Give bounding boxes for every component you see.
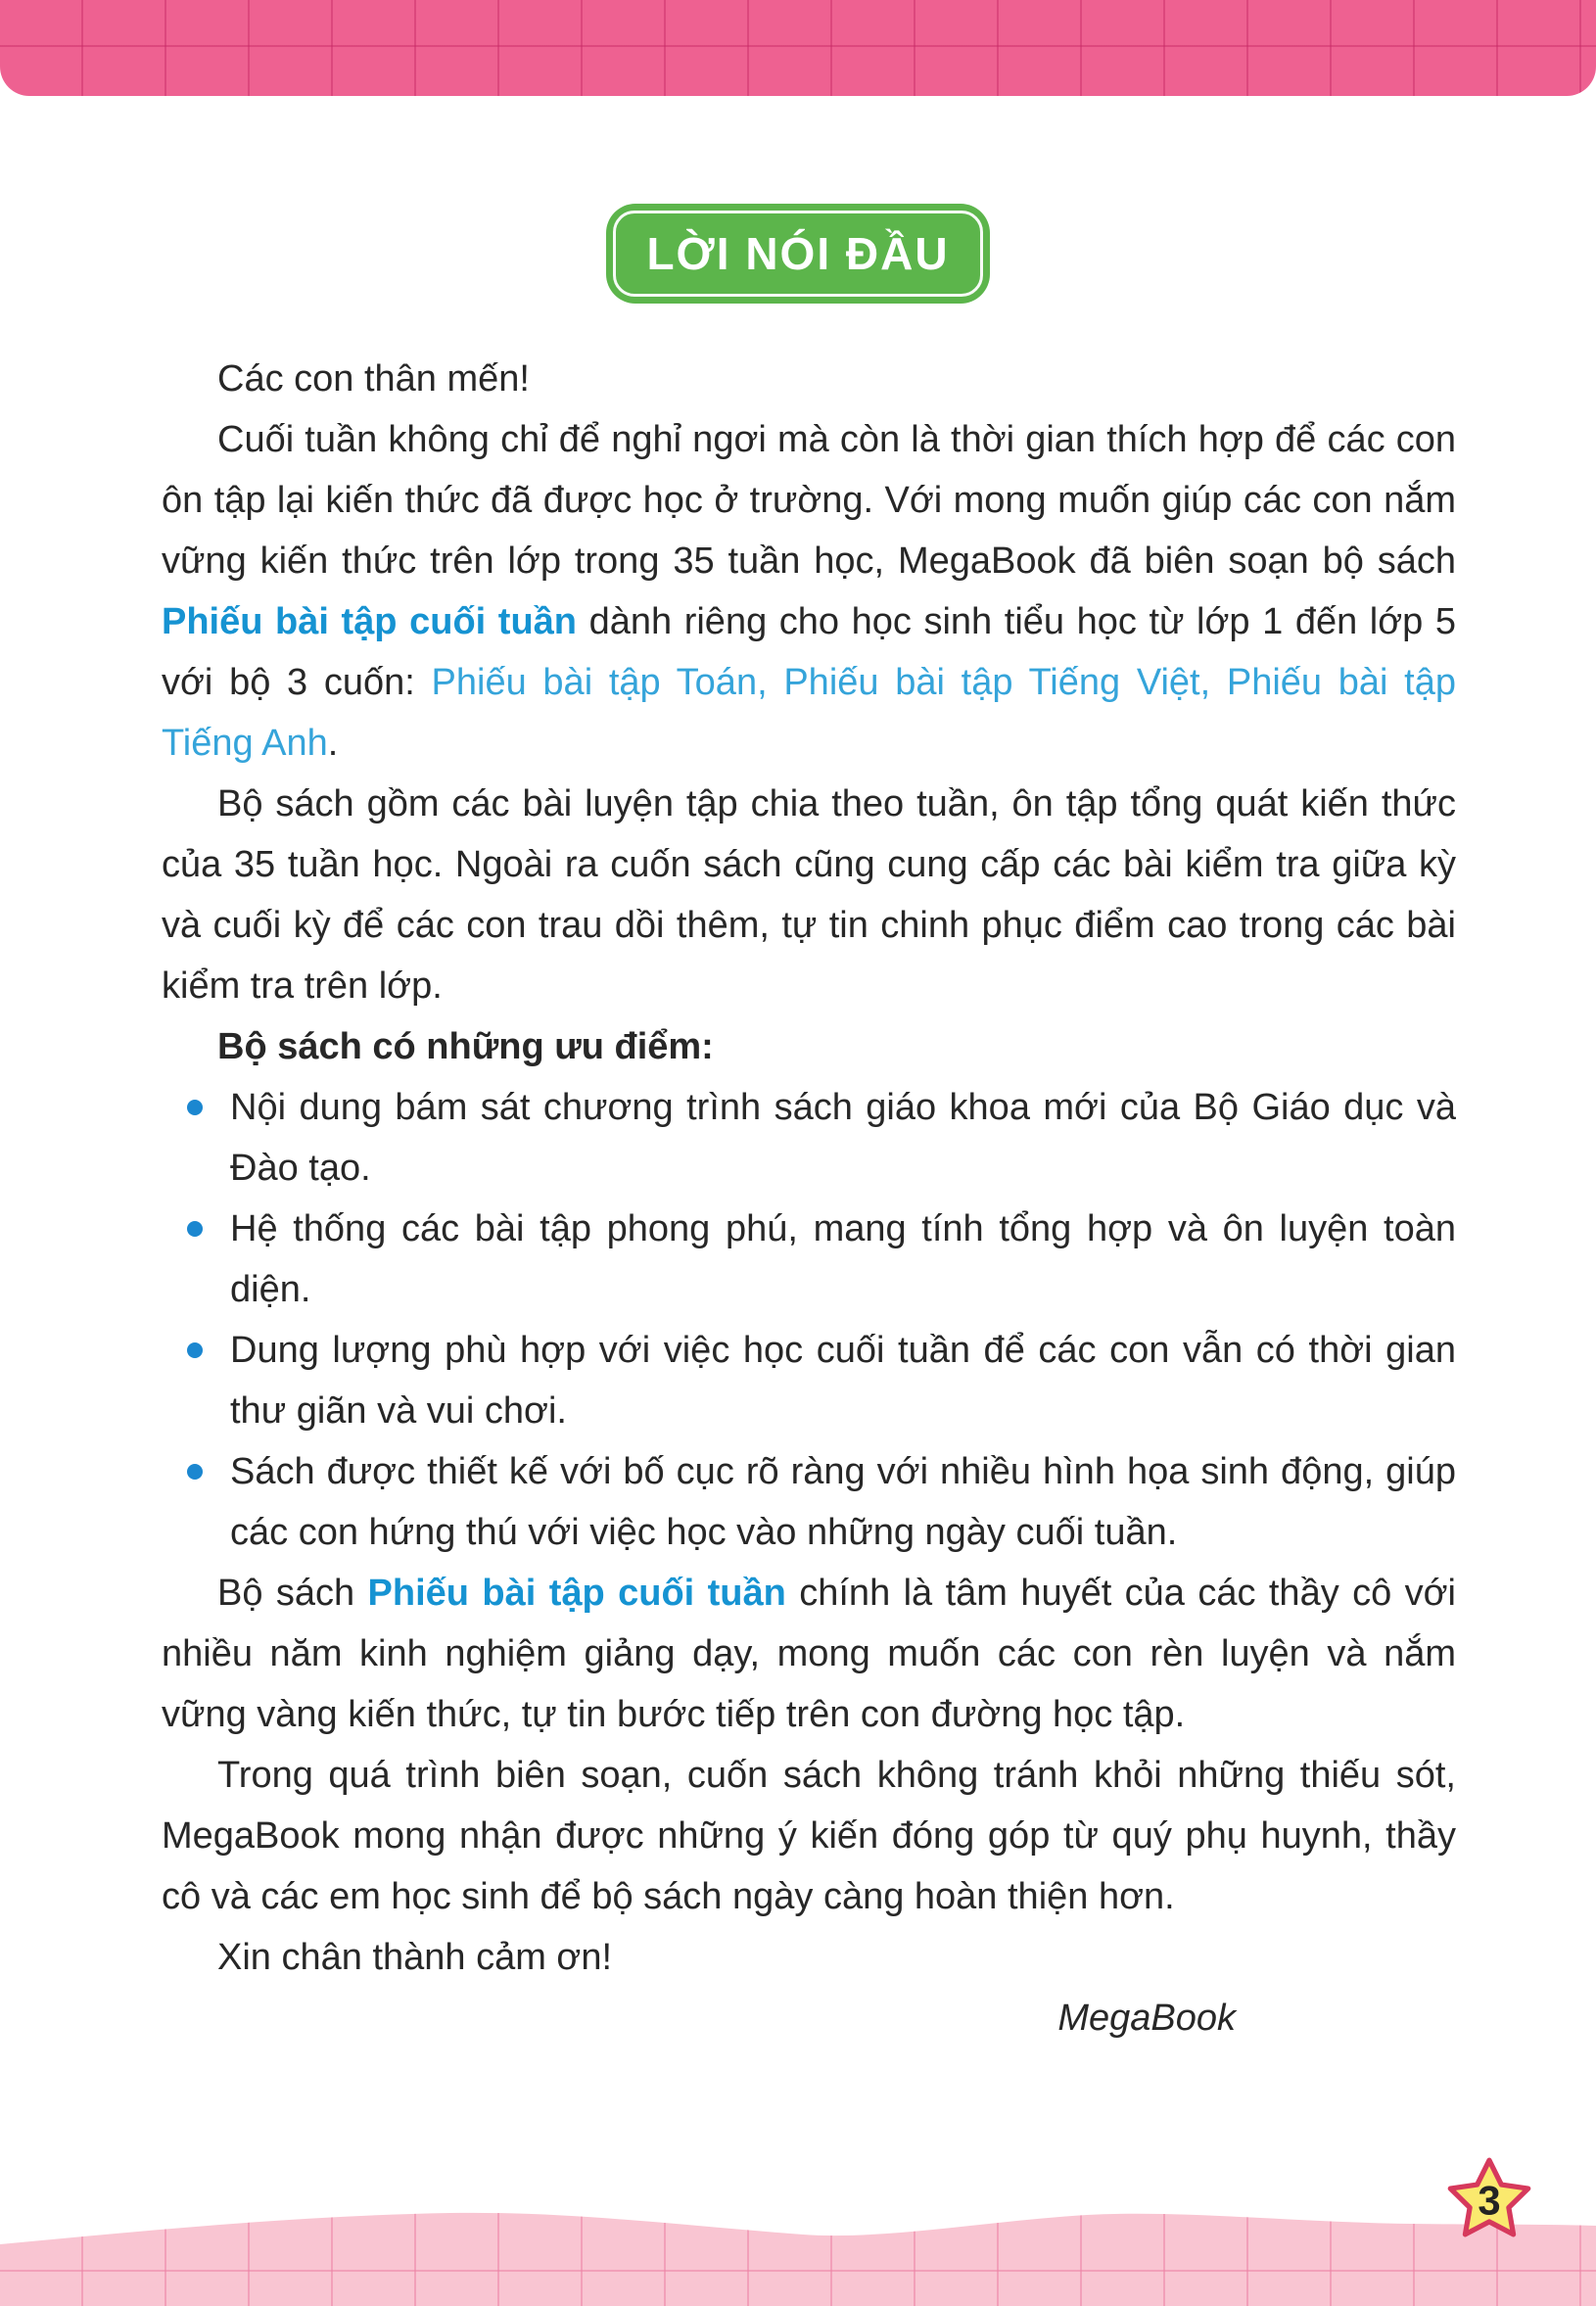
paragraph (162, 409, 1456, 774)
bullet-item (230, 1441, 1456, 1563)
top-decorative-border (0, 0, 1596, 96)
foreword-content (162, 349, 1456, 2048)
bullet-item (230, 1077, 1456, 1199)
bullet-item (230, 1199, 1456, 1320)
paragraph (162, 1927, 1456, 1988)
paragraph (162, 349, 1456, 409)
paragraph (162, 774, 1456, 1016)
text-segment: Phiếu bài tập cuối tuần (162, 601, 578, 642)
paragraph (162, 1016, 1456, 1077)
text-segment: MegaBook (1057, 1998, 1236, 2039)
text-segment: Nội dung bám sát chương trình sách giáo khoa mới của Bộ Giáo dục và Đào tạo. (230, 1087, 1456, 1189)
paragraph (162, 1988, 1456, 2048)
text-segment: . (327, 723, 339, 764)
text-segment: Trong quá trình biên soạn, cuốn sách không tránh khỏi những thiếu sót, MegaBook mong nhận được những ý kiến đóng góp từ quý phụ huynh, thầy cô và các em học sinh để bộ sách ngày càng hoàn thiện hơn. (162, 1755, 1456, 1917)
paragraph (162, 1563, 1456, 1745)
text-segment: dành riêng cho học sinh tiểu học từ lớp 1 đến lớp 5 với bộ 3 cuốn: (162, 601, 1457, 703)
bottom-decorative-border (0, 2184, 1596, 2306)
page-number: 3 (1478, 2177, 1501, 2224)
text-segment: Cuối tuần không chỉ để nghỉ ngơi mà còn là thời gian thích hợp để các con ôn tập lại kiến thức đã được học ở trường. Với mong muốn giúp các con nắm vững kiến thức trên lớp trong 35 tuần học, MegaBook đã biên soạn bộ sách (162, 419, 1456, 582)
text-segment: Sách được thiết kế với bố cục rõ ràng với nhiều hình họa sinh động, giúp các con hứng thú với việc học vào những ngày cuối tuần. (230, 1451, 1456, 1553)
text-segment: Xin chân thành cảm ơn! (217, 1937, 613, 1978)
text-segment: Phiếu bài tập cuối tuần (367, 1573, 786, 1614)
text-segment: Dung lượng phù hợp với việc học cuối tuần để các con vẫn có thời gian thư giãn và vui chơi. (230, 1330, 1456, 1432)
text-segment: chính là tâm huyết của các thầy cô với nhiều năm kinh nghiệm giảng dạy, mong muốn các con rèn luyện và nắm vững vàng kiến thức, tự tin bước tiếp trên con đường học tập. (162, 1573, 1456, 1735)
page-title: LỜI NÓI ĐẦU (646, 228, 950, 279)
text-segment: Bộ sách có những ưu điểm: (217, 1026, 714, 1067)
text-segment: Bộ sách (217, 1573, 368, 1614)
text-segment: Phiếu bài tập Toán, Phiếu bài tập Tiếng Việt, Phiếu bài tập Tiếng Anh (162, 662, 1457, 764)
foreword-title-badge (606, 204, 990, 304)
page-number-star-icon (1444, 2154, 1534, 2248)
text-segment: Hệ thống các bài tập phong phú, mang tính tổng hợp và ôn luyện toàn diện. (230, 1208, 1456, 1310)
text-segment: Bộ sách gồm các bài luyện tập chia theo tuần, ôn tập tổng quát kiến thức của 35 tuần học. Ngoài ra cuốn sách cũng cung cấp các bài kiểm tra giữa kỳ và cuối kỳ để các con trau dồi thêm, tự tin chinh phục điểm cao trong các bài kiểm tra trên lớp. (162, 783, 1456, 1007)
paragraph (162, 1745, 1456, 1927)
text-segment: Các con thân mến! (217, 358, 530, 400)
bullet-item (230, 1320, 1456, 1441)
